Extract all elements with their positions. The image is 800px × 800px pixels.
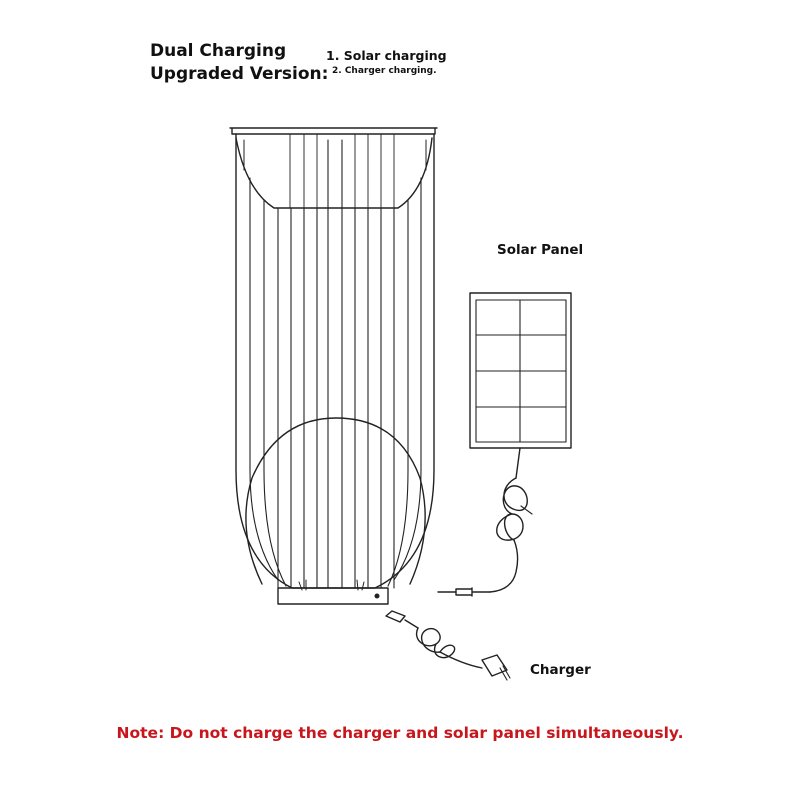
solar-panel-label: Solar Panel (497, 242, 584, 258)
lantern-top-bowl (236, 138, 432, 208)
heading-line-2: Upgraded Version: (150, 64, 329, 84)
charging-methods (326, 48, 447, 78)
heading (150, 40, 328, 86)
heading-line-1: Dual Charging (150, 41, 287, 61)
base-port (375, 594, 379, 598)
charger-label: Charger (530, 662, 591, 678)
lantern-base (278, 588, 388, 604)
lantern-body (230, 128, 437, 604)
solar-panel (470, 293, 571, 448)
solar-cable (438, 448, 532, 596)
lantern-top-rim (230, 128, 437, 134)
charger-cable (386, 611, 510, 680)
lantern-wires (244, 134, 426, 588)
warning-note: Note: Do not charge the charger and solar panel simultaneously. (116, 724, 684, 742)
method-solar: 1. Solar charging (326, 48, 447, 63)
method-charger: 2. Charger charging. (332, 66, 437, 76)
